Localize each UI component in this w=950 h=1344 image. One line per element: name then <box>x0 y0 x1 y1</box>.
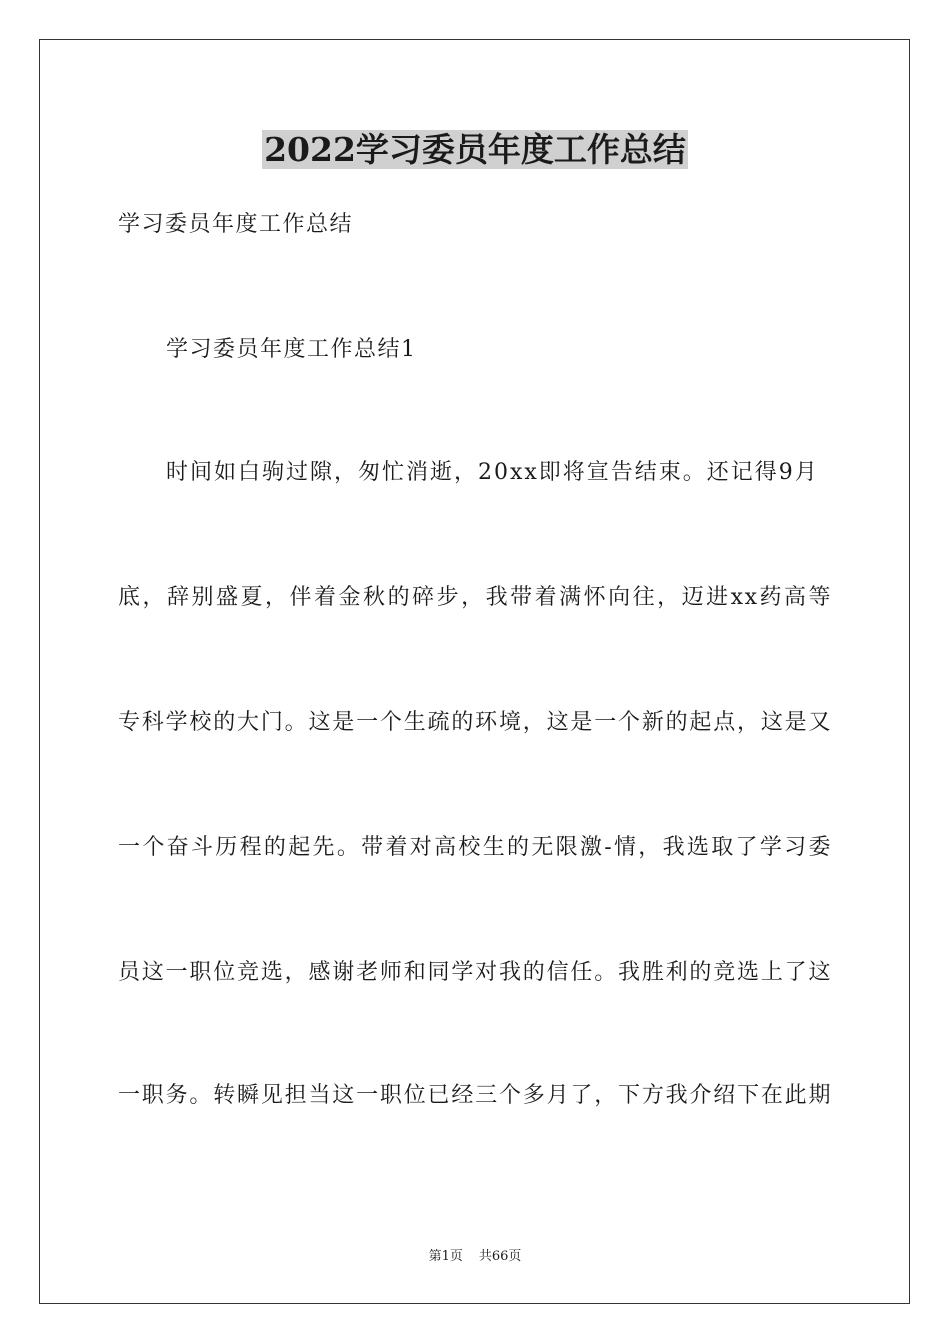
paragraph-line-5: 员这一职位竞选，感谢老师和同学对我的信任。我胜利的竞选上了这 <box>118 960 832 985</box>
document-title <box>0 128 950 172</box>
page-footer <box>0 1248 950 1266</box>
paragraph-line-4: 一个奋斗历程的起先。带着对高校生的无限激-情，我选取了学习委 <box>118 835 832 860</box>
paragraph-line-6: 一职务。转瞬见担当这一职位已经三个多月了，下方我介绍下在此期 <box>118 1083 832 1108</box>
paragraph-line-1: 时间如白驹过隙，匆忙消逝，20xx即将宣告结束。还记得9月 <box>166 460 819 485</box>
section-heading: 学习委员年度工作总结1 <box>166 337 417 362</box>
page-number: 第1页 <box>428 1249 463 1264</box>
page-total: 共66页 <box>478 1249 522 1264</box>
paragraph-line-3: 专科学校的大门。这是一个生疏的环境，这是一个新的起点，这是又 <box>118 710 832 735</box>
document-title-text: 2022学习委员年度工作总结 <box>264 130 686 169</box>
paragraph-line-2: 底，辞别盛夏，伴着金秋的碎步，我带着满怀向往，迈进xx药高等 <box>118 585 832 610</box>
document-subtitle: 学习委员年度工作总结 <box>118 212 354 237</box>
